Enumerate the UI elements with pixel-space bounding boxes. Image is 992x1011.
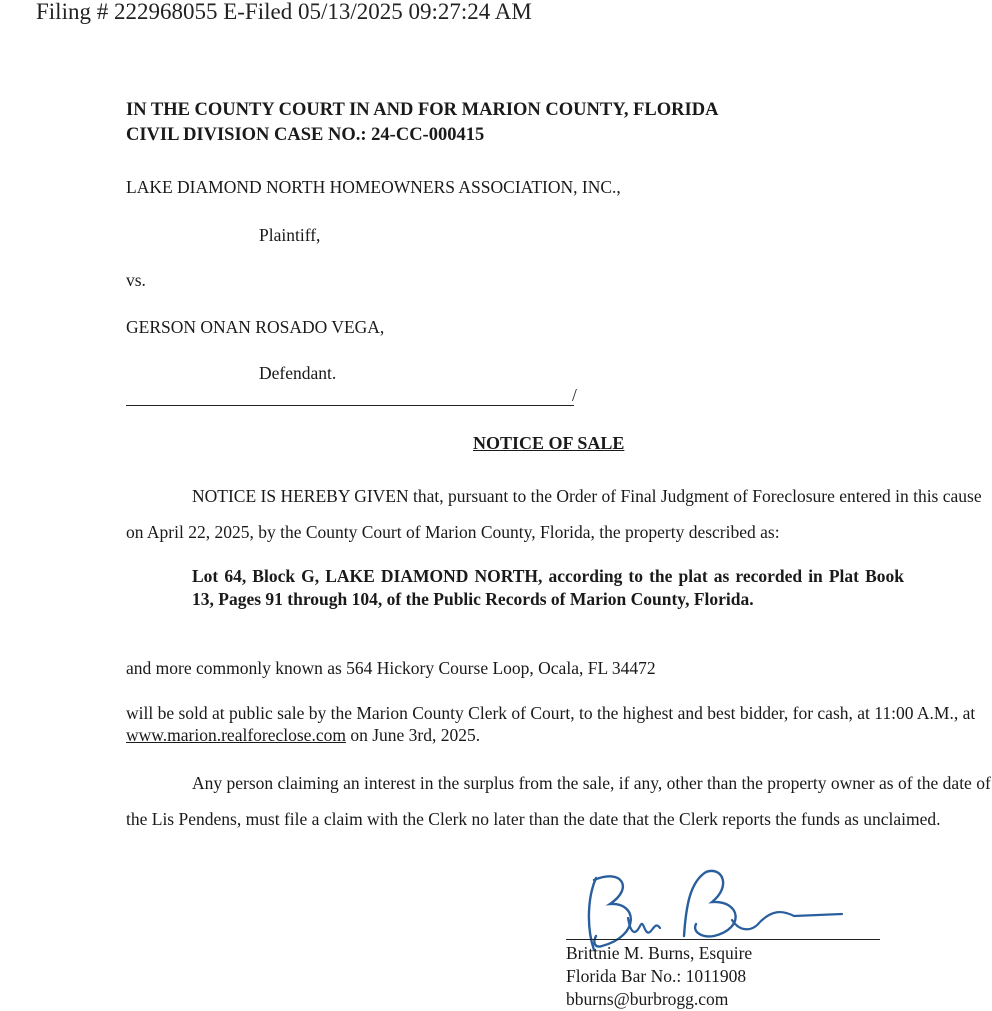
- sale-website-link[interactable]: www.marion.realforeclose.com: [126, 725, 346, 745]
- plaintiff-name: LAKE DIAMOND NORTH HOMEOWNERS ASSOCIATION, INC.,: [126, 177, 621, 197]
- sale-paragraph: [126, 702, 986, 746]
- plaintiff-role: Plaintiff,: [259, 225, 321, 245]
- signature-line: [566, 939, 880, 940]
- legal-description: Lot 64, Block G, LAKE DIAMOND NORTH, according to the plat as recorded in Plat Book 13, Pages 91 through 104, of the Public Records of Marion County, Florida.: [192, 566, 904, 609]
- case-number-line: CIVIL DIVISION CASE NO.: 24-CC-000415: [126, 125, 485, 145]
- bar-number: Florida Bar No.: 1011908: [566, 966, 747, 986]
- court-heading: IN THE COUNTY COURT IN AND FOR MARION COUNTY, FLORIDA: [126, 100, 719, 120]
- filing-stamp: Filing # 222968055 E-Filed 05/13/2025 09:27:24 AM: [36, 0, 532, 24]
- surplus-text: Any person claiming an interest in the surplus from the sale, if any, other than the property owner as of the date of the Lis Pendens, must file a claim with the Clerk no later than the date that the Clerk reports the funds as unclaimed.: [126, 773, 991, 829]
- caption-divider: [126, 405, 574, 406]
- property-address: and more commonly known as 564 Hickory Course Loop, Ocala, FL 34472: [126, 658, 656, 678]
- versus-label: vs.: [126, 270, 146, 290]
- attorney-email: bburns@burbrogg.com: [566, 989, 729, 1009]
- defendant-role: Defendant.: [259, 363, 337, 383]
- notice-title: NOTICE OF SALE: [473, 433, 625, 453]
- attorney-name: Brittnie M. Burns, Esquire: [566, 943, 753, 963]
- sale-text-after: on June 3rd, 2025.: [345, 725, 481, 745]
- surplus-paragraph: [126, 765, 992, 837]
- notice-intro-text: NOTICE IS HEREBY GIVEN that, pursuant to the Order of Final Judgment of Foreclosure entered in this cause on April 22, 2025, by the County Court of Marion County, Florida, the property described as:: [126, 486, 982, 542]
- sale-text-before: will be sold at public sale by the Marion County Clerk of Court, to the highest and best bidder, for cash, at 11:00 A.M., at: [126, 703, 976, 723]
- notice-intro-paragraph: [126, 478, 992, 550]
- defendant-name: GERSON ONAN ROSADO VEGA,: [126, 317, 385, 337]
- caption-slash: /: [572, 385, 577, 405]
